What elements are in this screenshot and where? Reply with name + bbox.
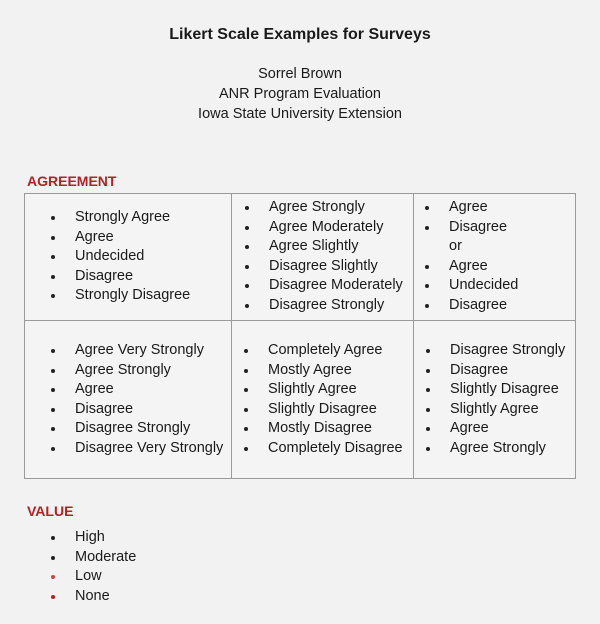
value-list [49, 528, 136, 606]
agreement-cell-5 [242, 341, 403, 459]
agreement-cell-3 [423, 198, 518, 316]
list-item: Disagree [49, 400, 223, 420]
table-divider [25, 320, 575, 321]
list-item: Disagree [423, 296, 518, 316]
list-item: Agree [423, 257, 518, 277]
program-name: ANR Program Evaluation [219, 86, 381, 102]
author-name: Sorrel Brown [258, 66, 342, 82]
agreement-heading: AGREEMENT [27, 173, 117, 189]
list-item: Completely Agree [242, 341, 403, 361]
list-item: Slightly Disagree [424, 380, 565, 400]
list-item: Disagree [423, 218, 518, 238]
list-item: Disagree [424, 361, 565, 381]
agreement-cell-2 [243, 198, 403, 316]
list-item: Strongly Agree [49, 208, 190, 228]
list-item: Disagree Strongly [243, 296, 403, 316]
list-item: None [49, 587, 136, 607]
list-item: Agree Very Strongly [49, 341, 223, 361]
list-item: Agree [49, 228, 190, 248]
list-item: Agree Strongly [243, 198, 403, 218]
list-item: Disagree Slightly [243, 257, 403, 277]
agreement-table [24, 193, 576, 479]
table-divider [413, 194, 414, 478]
list-item: Agree Slightly [243, 237, 403, 257]
page-title: Likert Scale Examples for Surveys [169, 26, 431, 43]
list-item: Disagree [49, 267, 190, 287]
list-item: Slightly Disagree [242, 400, 403, 420]
list-item: Agree Strongly [49, 361, 223, 381]
list-item: Agree [49, 380, 223, 400]
list-item: Undecided [49, 247, 190, 267]
list-item: Moderate [49, 548, 136, 568]
value-heading: VALUE [27, 503, 74, 519]
list-item: Disagree Strongly [49, 419, 223, 439]
agreement-cell-4 [49, 341, 223, 459]
list-item: Disagree Strongly [424, 341, 565, 361]
organization-name: Iowa State University Extension [198, 106, 402, 122]
list-item: Mostly Agree [242, 361, 403, 381]
list-item: Slightly Agree [242, 380, 403, 400]
list-item: Agree Moderately [243, 218, 403, 238]
list-item: Completely Disagree [242, 439, 403, 459]
table-divider [231, 194, 232, 478]
list-item: Disagree Moderately [243, 276, 403, 296]
list-item: Agree [423, 198, 518, 218]
agreement-cell-1 [49, 208, 190, 306]
list-item: Agree Strongly [424, 439, 565, 459]
agreement-cell-6 [424, 341, 565, 459]
list-item: Disagree Very Strongly [49, 439, 223, 459]
list-item: Mostly Disagree [242, 419, 403, 439]
list-item: High [49, 528, 136, 548]
list-item: or [449, 238, 462, 255]
list-item: Strongly Disagree [49, 286, 190, 306]
list-item: Undecided [423, 276, 518, 296]
list-item: Agree [424, 419, 565, 439]
list-item: Low [49, 567, 136, 587]
list-item: Slightly Agree [424, 400, 565, 420]
